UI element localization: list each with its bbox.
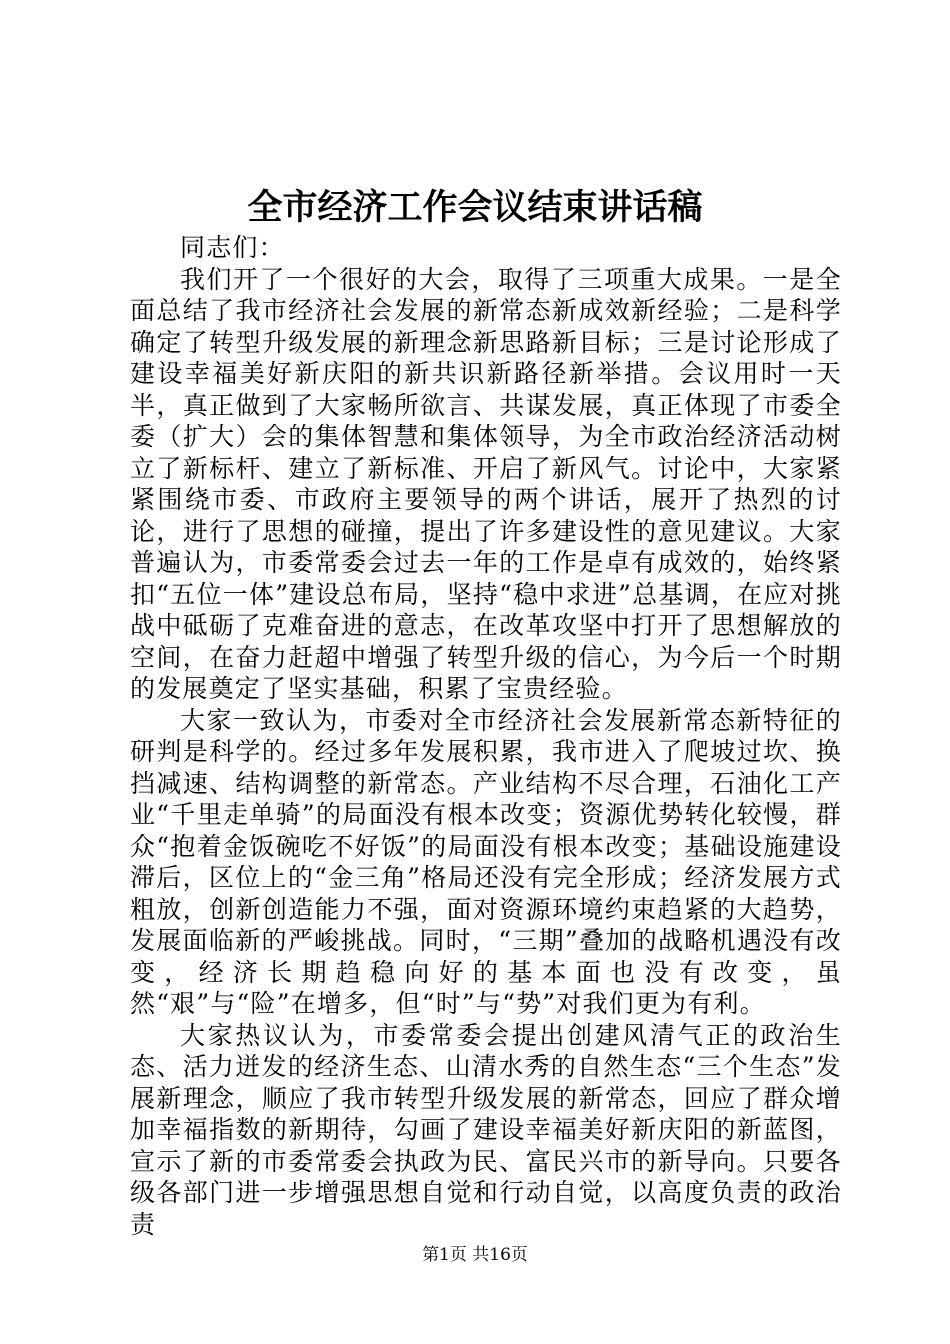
document-body [130,232,842,1240]
paragraph-1: 我们开了一个很好的大会，取得了三项重大成果。一是全面总结了我市经济社会发展的新常态新成效新经验；二是科学确定了转型升级发展的新理念新思路新目标；三是讨论形成了建设幸福美好新庆阳的新共识新路径新举措。会议用时一天半，真正做到了大家畅所欲言、共谋发展，真正体现了市委全委（扩大）会的集体智慧和集体领导，为全市政治经济活动树立了新标杆、建立了新标准、开启了新风气。讨论中，大家紧紧围绕市委、市政府主要领导的两个讲话，展开了热烈的讨论，进行了思想的碰撞，提出了许多建设性的意见建议。大家普遍认为，市委常委会过去一年的工作是卓有成效的，始终紧扣“五位一体”建设总布局，坚持“稳中求进”总基调，在应对挑战中砥砺了克难奋进的意志，在改革攻坚中打开了思想解放的空间，在奋力赶超中增强了转型升级的信心，为今后一个时期的发展奠定了坚实基础，积累了宝贵经验。 [130,264,842,703]
paragraph-3: 大家热议认为，市委常委会提出创建风清气正的政治生态、活力迸发的经济生态、山清水秀的自然生态“三个生态”发展新理念，顺应了我市转型升级发展的新常态，回应了群众增加幸福指数的新期待，勾画了建设幸福美好新庆阳的新蓝图，宣示了新的市委常委会执政为民、富民兴市的新导向。只要各级各部门进一步增强思想自觉和行动自觉，以高度负责的政治责 [130,1020,842,1239]
page-footer: 第1页 共16页 [422,1245,528,1265]
paragraph-2: 大家一致认为，市委对全市经济社会发展新常态新特征的研判是科学的。经过多年发展积累，我市进入了爬坡过坎、换挡减速、结构调整的新常态。产业结构不尽合理，石油化工产业“千里走单骑”的局面没有根本改变；资源优势转化较慢，群众“抱着金饭碗吃不好饭”的局面没有根本改变；基础设施建设滞后，区位上的“金三角”格局还没有完全形成；经济发展方式粗放，创新创造能力不强，面对资源环境约束趋紧的大趋势，发展面临新的严峻挑战。同时，“三期”叠加的战略机遇没有改变，经济长期趋稳向好的基本面也没有改变，虽然“艰”与“险”在增多，但“时”与“势”对我们更为有利。 [130,705,842,1018]
salutation: 同志们： [180,233,285,262]
document-title: 全市经济工作会议结束讲话稿 [247,187,703,228]
